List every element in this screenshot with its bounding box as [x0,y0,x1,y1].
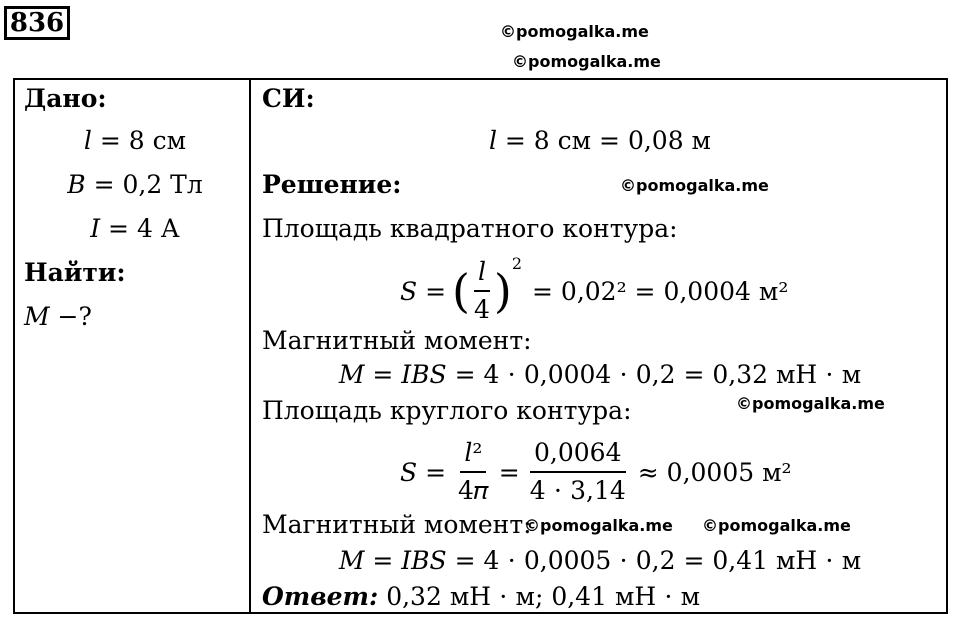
circle-area-lhs: 𝑆 = [400,457,447,487]
circle-fraction-2 [526,435,630,509]
watermark: ©pomogalka.me [500,22,649,41]
watermark: ©pomogalka.me [736,394,885,413]
square-area-rhs: = 0,02² = 0,0004 м² [532,276,789,306]
moment-label-2: Магнитный момент: [262,510,532,539]
square-area-fraction [470,254,494,328]
fraction-numerator: 𝑙² [460,435,486,473]
square-area-lhs: 𝑆 = [400,276,447,306]
solution-heading: Решение: [262,170,402,199]
exponent-2: 2 [511,254,523,273]
fraction-numerator: 𝑙 [474,254,490,292]
circle-area-rhs: ≈ 0,0005 м² [637,457,792,487]
circle-eq-sign: = [498,457,520,487]
watermark: ©pomogalka.me [524,516,673,535]
given-induction: 𝐵 = 0,2 Тл [67,170,203,199]
find-heading: Найти: [24,258,126,287]
find-value: 𝑀 −? [24,302,92,331]
column-divider [249,78,251,614]
answer-value: 0,32 мН ⋅ м; 0,41 мН ⋅ м [386,582,701,611]
si-heading: СИ: [262,84,315,113]
circle-area-formula [400,434,792,510]
moment-formula-1: 𝑀 = 𝐼𝐵𝑆 = 4 ⋅ 0,0004 ⋅ 0,2 = 0,32 мН ⋅ м [338,360,862,389]
answer-line [262,582,700,611]
fraction-denominator: 4 [473,295,490,324]
fraction-numerator: 0,0064 [530,435,625,473]
watermark: ©pomogalka.me [702,516,851,535]
problem-number: 836 [4,6,70,40]
moment-formula-2: 𝑀 = 𝐼𝐵𝑆 = 4 ⋅ 0,0005 ⋅ 0,2 = 0,41 мН ⋅ м [338,546,862,575]
moment-label-1: Магнитный момент: [262,326,532,355]
left-paren: ( [452,264,470,318]
square-area-formula [400,254,788,328]
answer-label: Ответ: [262,582,379,611]
si-conversion: 𝑙 = 8 см = 0,08 м [488,126,712,155]
fraction-denominator: 4𝜋 [458,476,489,505]
given-length: 𝑙 = 8 см [83,126,187,155]
square-area-label: Площадь квадратного контура: [262,214,678,243]
fraction-denominator: 4 ⋅ 3,14 [529,476,626,505]
circle-fraction-1 [454,435,493,509]
watermark: ©pomogalka.me [512,52,661,71]
given-current: 𝐼 = 4 А [90,214,180,243]
right-paren: ) [493,264,512,318]
circle-area-label: Площадь круглого контура: [262,396,632,425]
watermark: ©pomogalka.me [620,176,769,195]
given-heading: Дано: [24,84,107,113]
